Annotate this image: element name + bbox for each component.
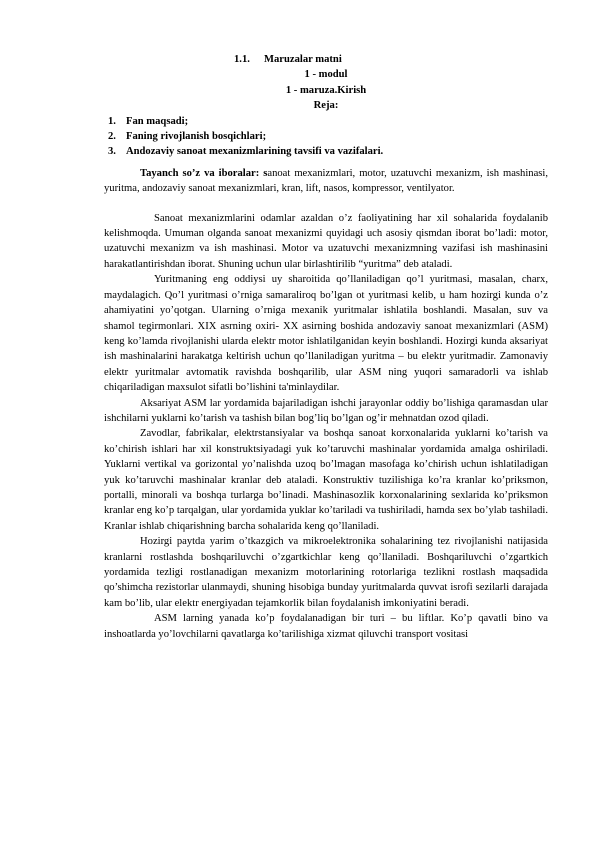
body-paragraph-3: Aksariyat ASM lar yordamida bajariladigan ishchi jarayonlar oddiy bo’lishiga qaramasdan ular ishchilarni yuklarni ko’tarish va tashish bilan bog’liq bo’lgan og’ir mehnatdan ozod qiladi.: [104, 397, 548, 424]
keywords-paragraph: [104, 166, 548, 197]
plan-list: [104, 114, 548, 160]
lecture-heading: 1 - maruza.Kirish: [285, 84, 367, 96]
plan-item: 3. Andozaviy sanoat mexanizmlarining tavsifi va vazifalari.: [108, 146, 384, 158]
module-heading: 1 - modul: [304, 69, 348, 81]
plan-title: Reja:: [313, 100, 339, 112]
body-paragraph-4: Zavodlar, fabrikalar, elektrstansiyalar va boshqa sanoat korxonalarida yuklarni ko’tarish va ko’chirish ishlari har xil konstruktsiyadagi yuk ko’taruvchi mashinalar yordamida amalga oshiriladi. Yuklarni vertikal va gorizontal yo’nalishda uzoq bo’lmagan masofaga ko’chirish uchun ishlatiladigan yuk ko’taruvchi mashinalar kranlar deb ataladi. Konstruktiv tuzilishiga ko’ra kranlar ko’priksmon, portalli, minorali va boshqa turlarga bo’linadi. Mashinasozlik korxonalarining sexlarida ko’priksmon kranlar eng ko’p tarqalgan, ular yordamida yuklar ko’tariladi va tushiriladi, hamda sex bo’ylab tashiladi. Kranlar ishlab chiqarishning barcha sohalarida keng qo’llaniladi.: [104, 428, 548, 532]
body-paragraph-1: Sanoat mexanizmlarini odamlar azaldan o’z faoliyatining har xil sohalarida foydalanib kelishmoqda. Umuman olganda sanoat mexanizmi quyidagi uch asosiy qismdan iborat bo’ladi: motor, uzatuvchi mexanizm va ish mashinasi. Motor va uzatuvchi mexanizmning vazifasi ish mashinasini harakatlantirishdan iborat. Shuning uchun ular birlashtirilib “yuritma” deb ataladi.: [104, 212, 548, 270]
section-heading: [104, 52, 548, 67]
plan-item: 1. Fan maqsadi;: [108, 115, 189, 127]
section-title: Maruzalar matni: [264, 54, 342, 65]
keywords-text: anoat mexanizmlari, motor, uzatuvchi mexanizm, ish mashinasi, yuritma, andozaviy sanoat mexanizmlari, kran, lift, nasos, kompressor, ventilyator.: [104, 167, 548, 195]
body-paragraph-5: Hozirgi paytda yarim o’tkazgich va mikroelektronika sohalarining tez rivojlanishi natijasida kranlarni rostlashda boshqariluvchi o’zgartkichlar keng qo’llaniladi. Boshqariluvchi o’zgartkich yordamida tezligi rostlanadigan mexanizm motorlarining rotorlariga tezlikni rostlash maqsadida qo’shimcha rezistorlar ulanmaydi, shuning hisobiga bunday yuritmalarda quvvat isrofi sezilarli darajada kam bo’lib, ular elektr energiyadan tejamkorlik bilan foydalanish imkoniyatini beradi.: [104, 536, 548, 609]
section-number: 1.1.: [234, 54, 250, 65]
plan-item: 2. Faning rivojlanish bosqichlari;: [108, 131, 267, 143]
body-paragraph-2: Yuritmaning eng oddiysi uy sharoitida qo’llaniladigan qo’l yuritmasi, masalan, charx, maydalagich. Qo’l yuritmasi o’rniga samaraliroq bo’lgan ot yuritmasi kelib, u ham hozirgi kunda o’z ahamiyatini yo’qotgan. Ularning o’rniga mexanik yuritmalar ishlatila boshlandi. Masalan, suv va shamol tegirmonlari. XIX asrning oxiri- XX asirning boshida andozaviy sanoat mexanizmlari (ASM) keng ko’lamda rivojlanishi ularda elektr motor ishlatilganidan keyin boshlandi. Hozirgi kunda aksariyat ish mashinalarini harakatga keltirish uchun qo’llaniladigan yuritma – bu elektr yuritmadir. Zamonaviy elektr yuritmalar avtomatik ravishda boshqarilib, ular ASM ning yuqori samaradorli va ishlab chiqariladigan maxsulot sifatli bo’lishini ta'minlaydilar.: [104, 274, 548, 394]
body-paragraph-6: ASM larning yanada ko’p foydalanadigan bir turi – bu liftlar. Ko’p qavatli bino va inshoatlarda yo’lovchilarni qavatlarga ko’tarilishiga xizmat qiluvchi transport vositasi: [104, 613, 548, 640]
keywords-label: Tayanch so’z va iboralar: s: [140, 167, 268, 179]
